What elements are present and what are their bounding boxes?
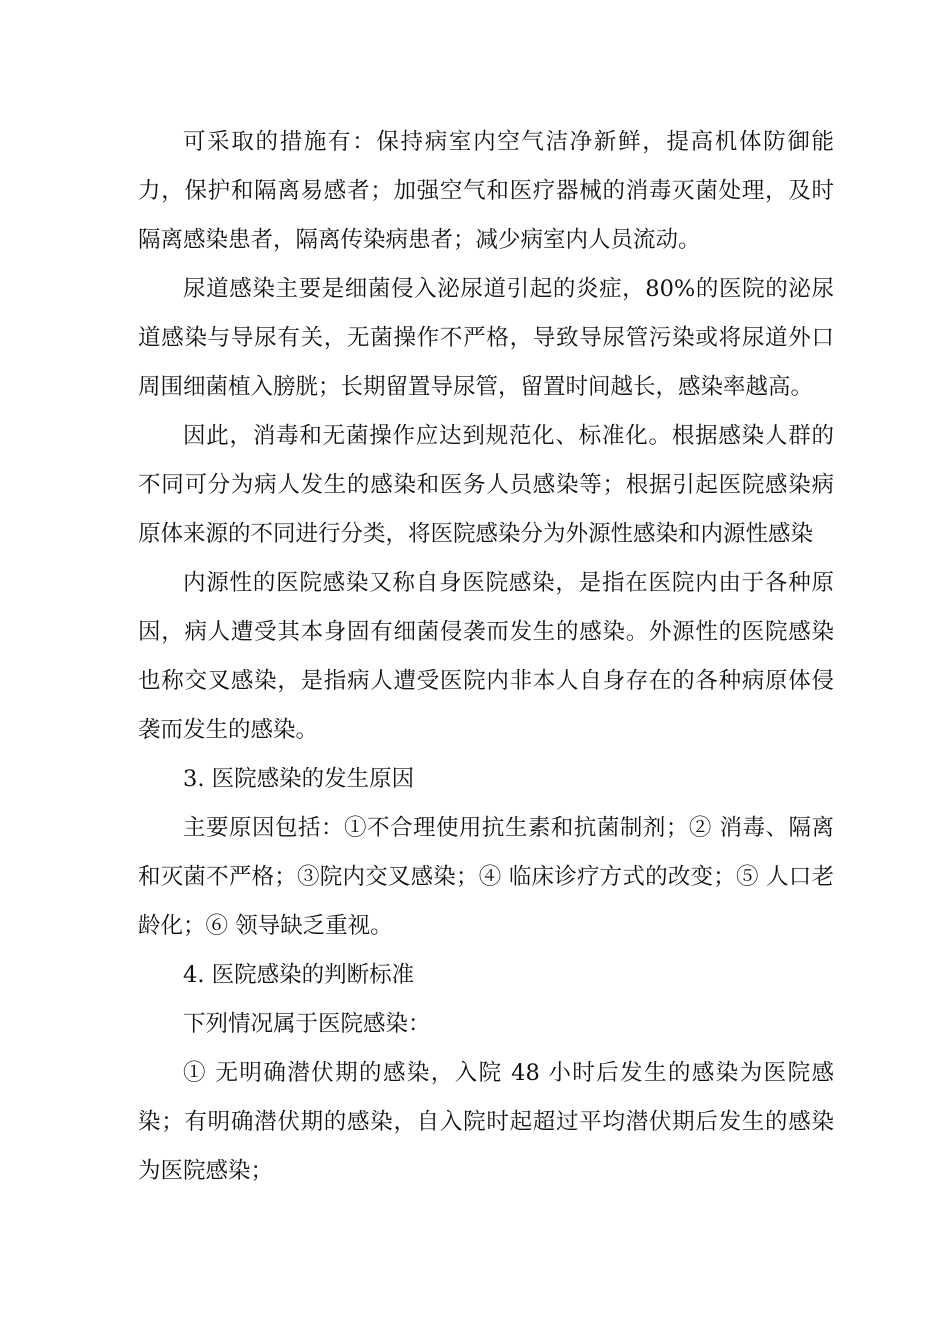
section-heading-causes: 3. 医院感染的发生原因 (183, 766, 415, 792)
document-body (138, 118, 834, 1196)
paragraph-endogenous-exogenous: 内源性的医院感染又称自身医院感染，是指在医院内由于各种原因，病人遭受其本身固有细菌侵袭而发生的感染。外源性的医院感染也称交叉感染，是指病人遭受医院内非本人自身存在的各种病原体侵袭而发生的感染。 (138, 570, 834, 743)
paragraph-main-causes: 主要原因包括：①不合理使用抗生素和抗菌制剂；② 消毒、隔离和灭菌不严格；③院内交叉感染；④ 临床诊疗方式的改变；⑤ 人口老龄化；⑥ 领导缺乏重视。 (138, 815, 834, 939)
paragraph-classification: 因此，消毒和无菌操作应达到规范化、标准化。根据感染人群的不同可分为病人发生的感染和医务人员感染等；根据引起医院感染病原体来源的不同进行分类，将医院感染分为外源性感染和内源性感染 (138, 423, 834, 547)
paragraph-criteria-intro: 下列情况属于医院感染： (183, 1011, 431, 1037)
paragraph-criteria-item-1: ① 无明确潜伏期的感染，入院 48 小时后发生的感染为医院感染；有明确潜伏期的感染，自入院时起超过平均潜伏期后发生的感染为医院感染； (138, 1060, 834, 1184)
paragraph-prevention-measures: 可采取的措施有：保持病室内空气洁净新鲜，提高机体防御能力，保护和隔离易感者；加强空气和医疗器械的消毒灭菌处理，及时隔离感染患者，隔离传染病患者；减少病室内人员流动。 (138, 129, 834, 253)
section-heading-criteria: 4. 医院感染的判断标准 (183, 962, 415, 988)
paragraph-urinary-infection: 尿道感染主要是细菌侵入泌尿道引起的炎症，80%的医院的泌尿道感染与导尿有关，无菌操作不严格，导致导尿管污染或将尿道外口周围细菌植入膀胱；长期留置导尿管，留置时间越长，感染率越高。 (138, 276, 834, 400)
